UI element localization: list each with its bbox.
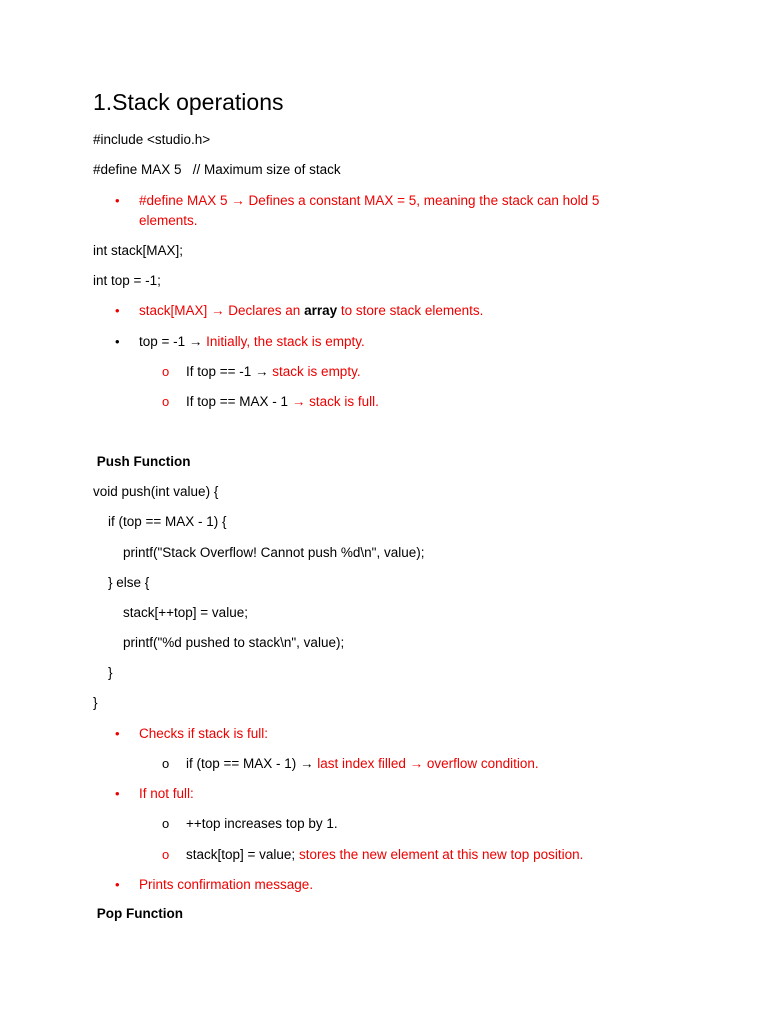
bullet-stack-part-a: stack[MAX] → Declares an: [139, 303, 305, 318]
bullet-marker: •: [115, 877, 120, 892]
push-code-line: }: [93, 695, 98, 710]
push-sub-increment: ++top increases top by 1.: [186, 816, 338, 831]
sub-bullet-marker: o: [162, 364, 170, 379]
push-code-line: if (top == MAX - 1) {: [93, 514, 227, 529]
code-stack-line: int stack[MAX];: [93, 243, 184, 258]
push-code-line: void push(int value) {: [93, 484, 219, 499]
push-bullet-full-check: Checks if stack is full:: [139, 726, 269, 741]
bullet-top-red: Initially, the stack is empty.: [206, 334, 365, 349]
push-code-line: printf("%d pushed to stack\n", value);: [93, 635, 345, 650]
sub-empty-black: If top == -1 →: [186, 364, 273, 379]
bullet-marker: •: [115, 786, 120, 801]
bullet-define-line1: #define MAX 5 → Defines a constant MAX = 5, meaning the stack can hold 5: [139, 193, 600, 208]
sub-bullet-marker: o: [162, 847, 170, 862]
pop-heading-text: Pop Function: [96, 906, 183, 921]
bullet-top-text: [139, 333, 365, 351]
push-heading: [93, 453, 191, 471]
bullet-stack-text: [139, 302, 483, 320]
bullet-stack-part-b: to store stack elements.: [337, 303, 484, 318]
push-sub1-black: if (top == MAX - 1) →: [186, 756, 318, 771]
sub-bullet-marker: o: [162, 816, 170, 831]
push-sub-store: [186, 846, 583, 864]
sub-bullet-marker: o: [162, 756, 170, 771]
bullet-marker: •: [115, 193, 120, 208]
push-sub1-red: last index filled → overflow condition.: [317, 756, 539, 771]
bullet-define-line2: elements.: [139, 213, 198, 228]
page-title: 1.Stack operations: [93, 89, 284, 115]
push-code-line: } else {: [93, 575, 150, 590]
sub-full-text: [186, 393, 379, 411]
bullet-marker: •: [115, 726, 120, 741]
push-sub-overflow: [186, 755, 539, 773]
pop-heading: [93, 905, 183, 923]
push-code-line: stack[++top] = value;: [93, 605, 248, 620]
push-heading-text: Push Function: [96, 454, 191, 469]
code-top-line: int top = -1;: [93, 273, 161, 288]
code-include-line: #include <studio.h>: [93, 132, 211, 147]
push-sub3-black: stack[top] = value;: [186, 847, 299, 862]
sub-empty-text: [186, 363, 361, 381]
push-code-line: printf("Stack Overflow! Cannot push %d\n", value);: [93, 545, 425, 560]
bullet-marker: •: [115, 303, 120, 318]
bullet-top-black: top = -1 →: [139, 334, 207, 349]
sub-full-black: If top == MAX - 1: [186, 394, 292, 409]
push-code-line: }: [93, 665, 113, 680]
push-sub3-red: stores the new element at this new top position.: [298, 847, 584, 862]
code-define-line: #define MAX 5 // Maximum size of stack: [93, 162, 341, 177]
push-bullet-confirm: Prints confirmation message.: [139, 877, 314, 892]
bullet-marker: •: [115, 334, 120, 349]
sub-full-red: → stack is full.: [291, 394, 379, 409]
bullet-stack-bold: array: [304, 303, 338, 318]
sub-bullet-marker: o: [162, 394, 170, 409]
sub-empty-red: stack is empty.: [272, 364, 361, 379]
push-bullet-not-full: If not full:: [139, 786, 194, 801]
